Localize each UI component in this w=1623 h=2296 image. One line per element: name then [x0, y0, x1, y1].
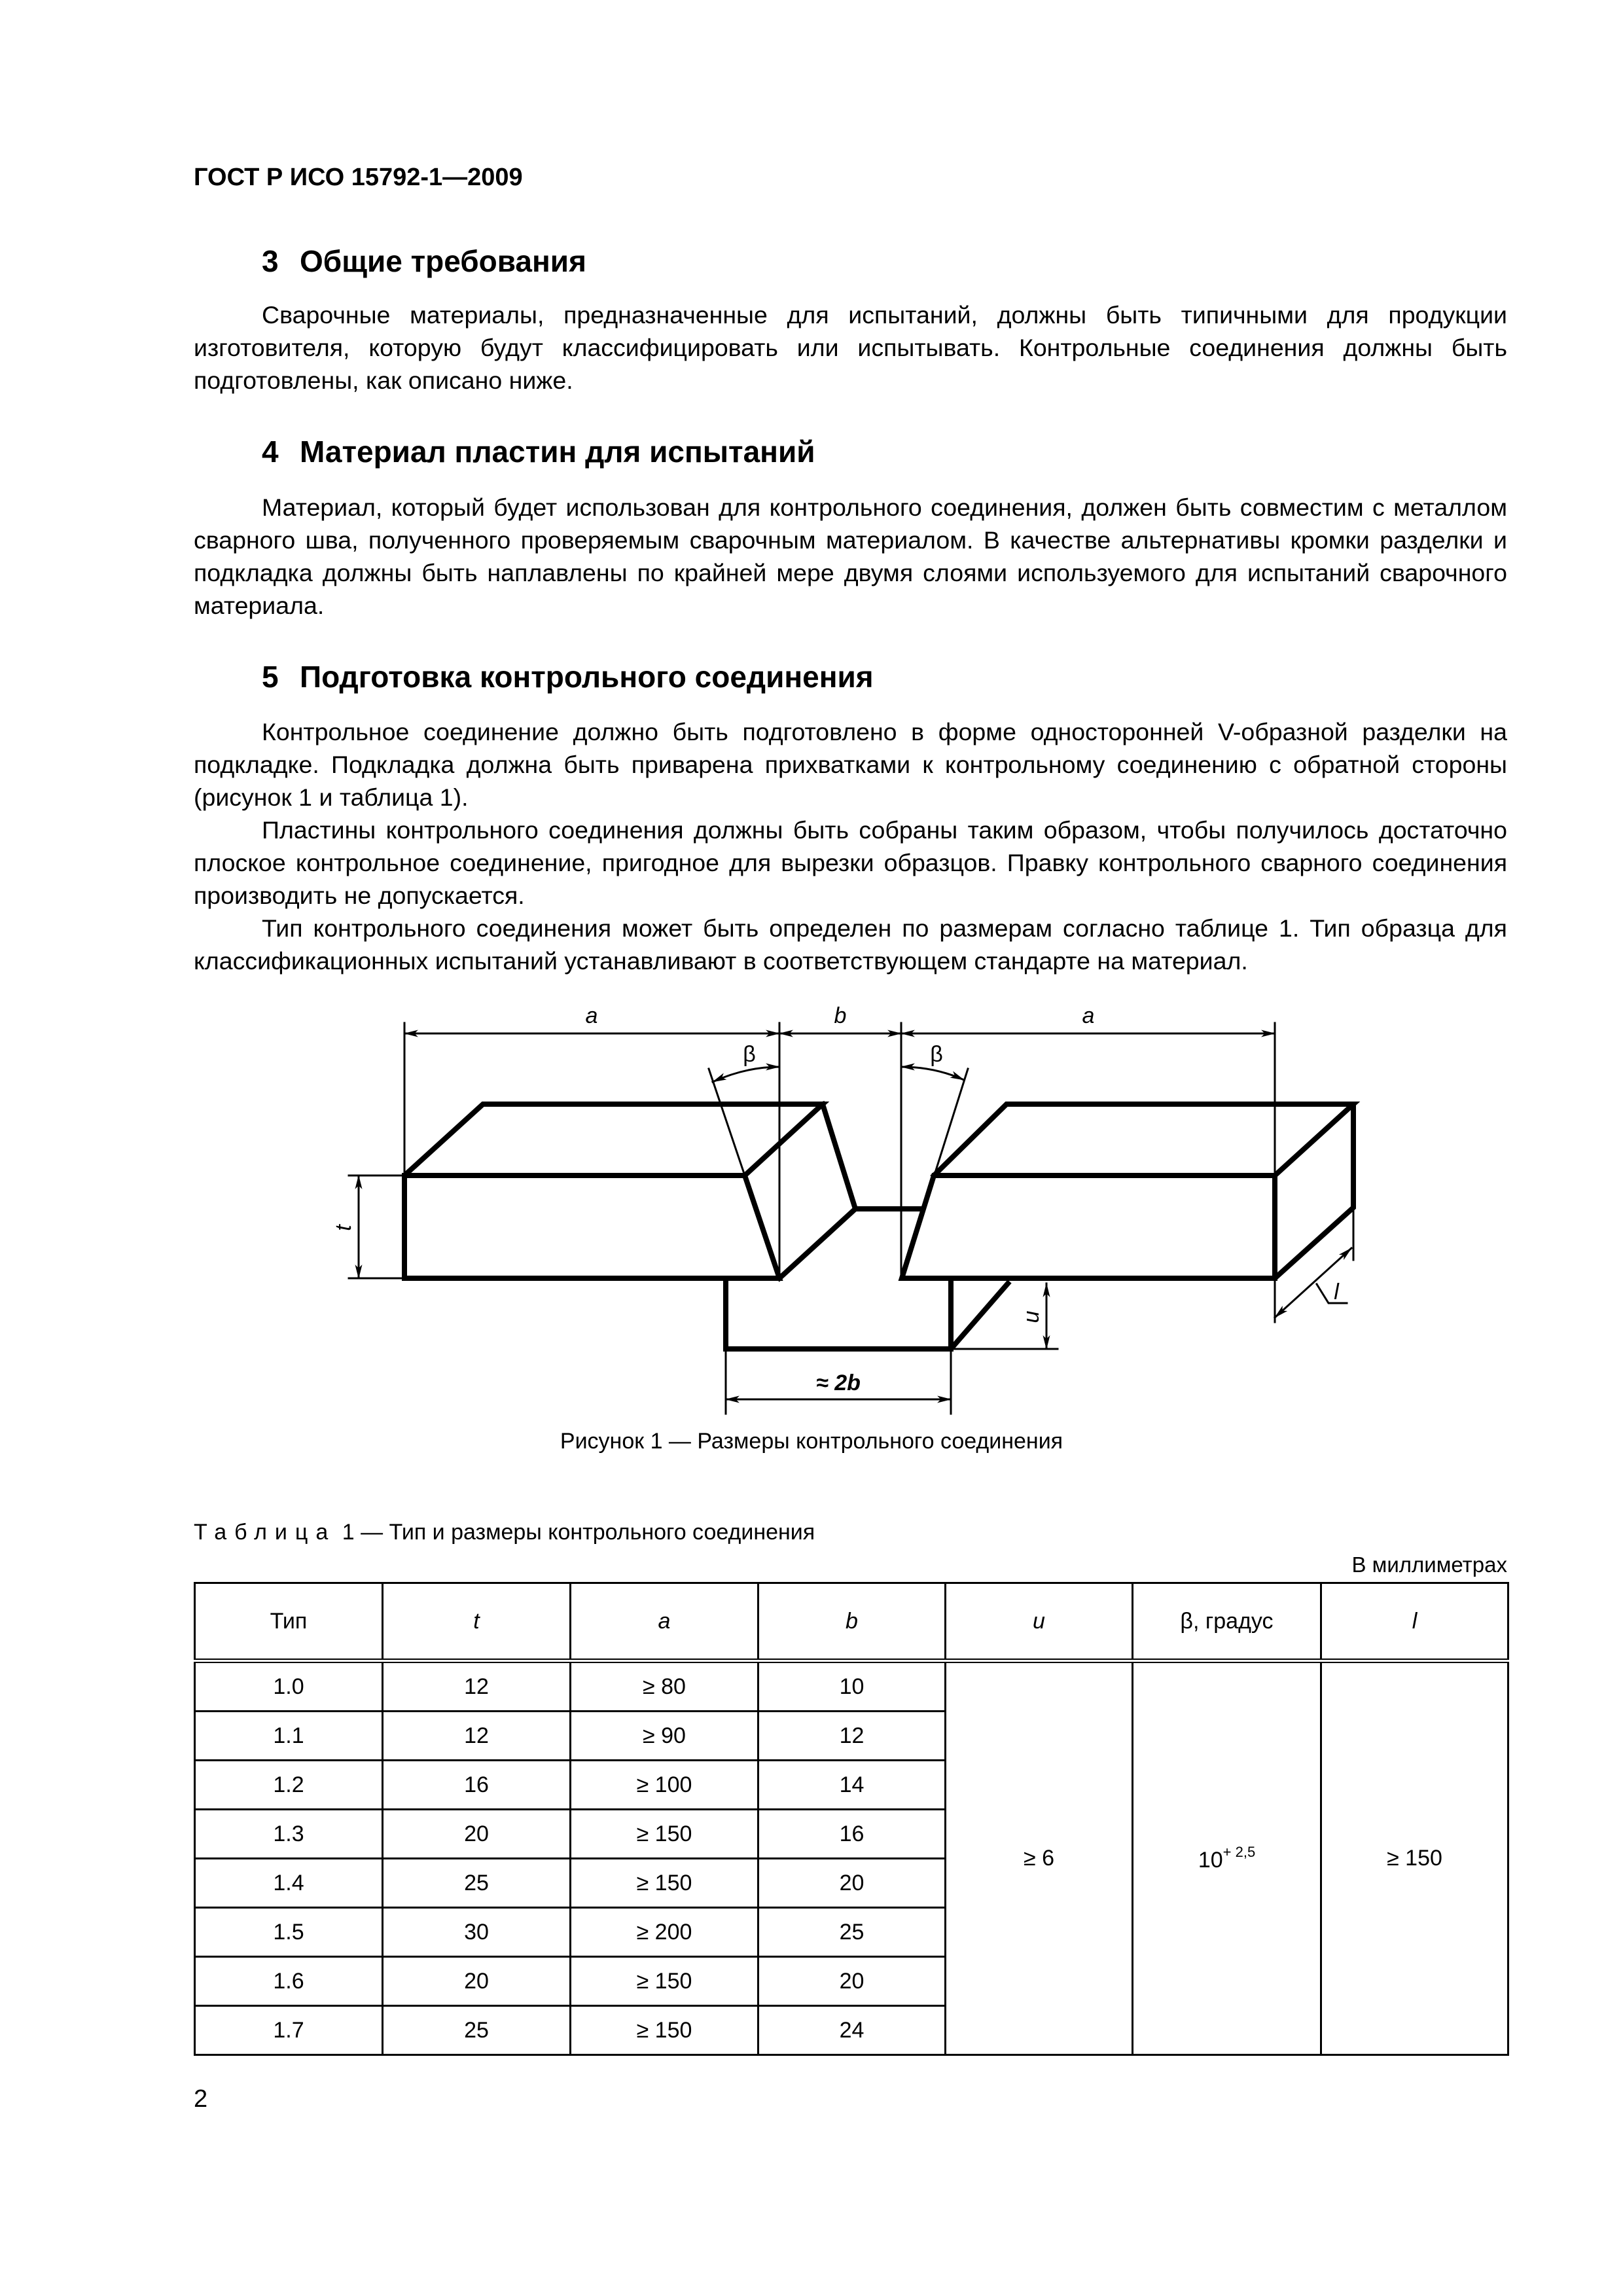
extension-lines — [349, 1023, 1353, 1414]
cell-type: 1.0 — [195, 1661, 383, 1712]
right-plate-side — [1275, 1104, 1353, 1278]
section-title: Общие требования — [300, 244, 586, 278]
cell-type: 1.3 — [195, 1810, 383, 1859]
dim-label-l: l — [1334, 1280, 1339, 1304]
section-title: Материал пластин для испытаний — [300, 435, 815, 469]
cell-u-merged: ≥ 6 — [946, 1661, 1133, 2055]
dim-label-b: b — [834, 1003, 847, 1028]
cell-b: 20 — [758, 1859, 946, 1908]
cell-t: 20 — [383, 1957, 571, 2006]
cell-b: 14 — [758, 1761, 946, 1810]
dim-label-beta-left: β — [743, 1042, 756, 1067]
cell-a: ≥ 80 — [571, 1661, 758, 1712]
cell-b: 20 — [758, 1957, 946, 2006]
dimension-lines — [359, 1033, 1351, 1399]
cell-b: 10 — [758, 1661, 946, 1712]
col-header-l: l — [1321, 1583, 1508, 1661]
paragraph: Сварочные материалы, предназначенные для испытаний, должны быть типичными для продукции изготовителя, которую будут классифицировать или испытывать. Контрольные соединения должны быть подготовлены, как описано ниже. — [194, 301, 1507, 394]
col-header-type: Тип — [195, 1583, 383, 1661]
cell-type: 1.5 — [195, 1908, 383, 1957]
document-id: ГОСТ Р ИСО 15792-1—2009 — [194, 164, 523, 191]
backing-strip — [726, 1278, 951, 1349]
cell-a: ≥ 90 — [571, 1712, 758, 1761]
page-number: 2 — [194, 2085, 208, 2113]
section-title: Подготовка контрольного соединения — [300, 660, 874, 694]
cell-a: ≥ 150 — [571, 2006, 758, 2055]
paragraph: Материал, который будет использован для контрольного соединения, должен быть совместим с металлом сварного шва, полученного проверяемым сварочным материалом. В качестве альтернативы кромки разделки и подкладка должны быть наплавлены по крайней мере двумя слоями используемого для испытаний сварочного материала. — [194, 493, 1507, 619]
cell-t: 30 — [383, 1908, 571, 1957]
cell-a: ≥ 150 — [571, 1957, 758, 2006]
cell-type: 1.2 — [195, 1761, 383, 1810]
cell-l-merged: ≥ 150 — [1321, 1661, 1508, 2055]
section-number: 3 — [262, 244, 279, 278]
cell-b: 24 — [758, 2006, 946, 2055]
cell-a: ≥ 200 — [571, 1908, 758, 1957]
col-header-u: u — [946, 1583, 1133, 1661]
cell-t: 12 — [383, 1712, 571, 1761]
cell-a: ≥ 100 — [571, 1761, 758, 1810]
plate-outlines — [404, 1104, 1353, 1349]
cell-beta-merged — [1133, 1661, 1321, 2055]
cell-t: 25 — [383, 2006, 571, 2055]
paragraph: Пластины контрольного соединения должны быть собраны таким образом, чтобы получилось достаточно плоское контрольное соединение, пригодное для вырезки образцов. Правку контрольного сварного соединения производить не допускается. — [194, 816, 1507, 909]
cell-t: 16 — [383, 1761, 571, 1810]
cell-b: 12 — [758, 1712, 946, 1761]
left-plate-front — [404, 1175, 779, 1278]
col-header-b: b — [758, 1583, 946, 1661]
beta-tolerance: + 2,5 — [1222, 1844, 1256, 1860]
cell-a: ≥ 150 — [571, 1859, 758, 1908]
col-header-t: t — [383, 1583, 571, 1661]
cell-type: 1.6 — [195, 1957, 383, 2006]
table-title — [194, 1520, 815, 1545]
cell-type: 1.1 — [195, 1712, 383, 1761]
cell-t: 20 — [383, 1810, 571, 1859]
col-header-beta: β, градус — [1133, 1583, 1321, 1661]
dim-label-a-left: a — [585, 1003, 598, 1028]
backing-strip-depth — [951, 1283, 1008, 1349]
table-header-row — [195, 1583, 1508, 1661]
paragraph: Контрольное соединение должно быть подготовлено в форме односторонней V-образной разделки на подкладке. Подкладка должна быть приварена прихватками к контрольному соединению с обратной стороны (рисунок 1 и таблица 1). — [194, 718, 1507, 811]
beta-base: 10 — [1198, 1848, 1223, 1873]
dim-label-u: u — [1019, 1310, 1044, 1323]
cell-type: 1.7 — [195, 2006, 383, 2055]
dim-label-a-right: a — [1082, 1003, 1095, 1028]
table-title-text: 1 — Тип и размеры контрольного соединения — [336, 1520, 815, 1545]
section-number: 4 — [262, 435, 279, 469]
dimensions-table — [194, 1582, 1509, 2056]
figure-caption: Рисунок 1 — Размеры контрольного соединения — [560, 1429, 1063, 1454]
table-label: Таблица — [194, 1520, 336, 1545]
right-plate-front — [902, 1175, 1275, 1278]
cell-t: 12 — [383, 1661, 571, 1712]
cell-b: 16 — [758, 1810, 946, 1859]
cell-a: ≥ 150 — [571, 1810, 758, 1859]
left-plate-top — [404, 1104, 823, 1175]
paragraph: Тип контрольного соединения может быть определен по размерам согласно таблице 1. Тип образца для классификационных испытаний устанавливают в соответствующем стандарте на материал. — [194, 914, 1507, 975]
table-units: В миллиметрах — [1351, 1552, 1507, 1577]
dim-label-2b: ≈ 2b — [816, 1371, 861, 1395]
table-row — [195, 1661, 1508, 1712]
cell-type: 1.4 — [195, 1859, 383, 1908]
right-plate-top — [934, 1104, 1353, 1175]
dim-label-t: t — [331, 1225, 356, 1231]
dim-label-beta-right: β — [930, 1042, 943, 1067]
cell-b: 25 — [758, 1908, 946, 1957]
col-header-a: a — [571, 1583, 758, 1661]
section-number: 5 — [262, 660, 279, 694]
cell-t: 25 — [383, 1859, 571, 1908]
